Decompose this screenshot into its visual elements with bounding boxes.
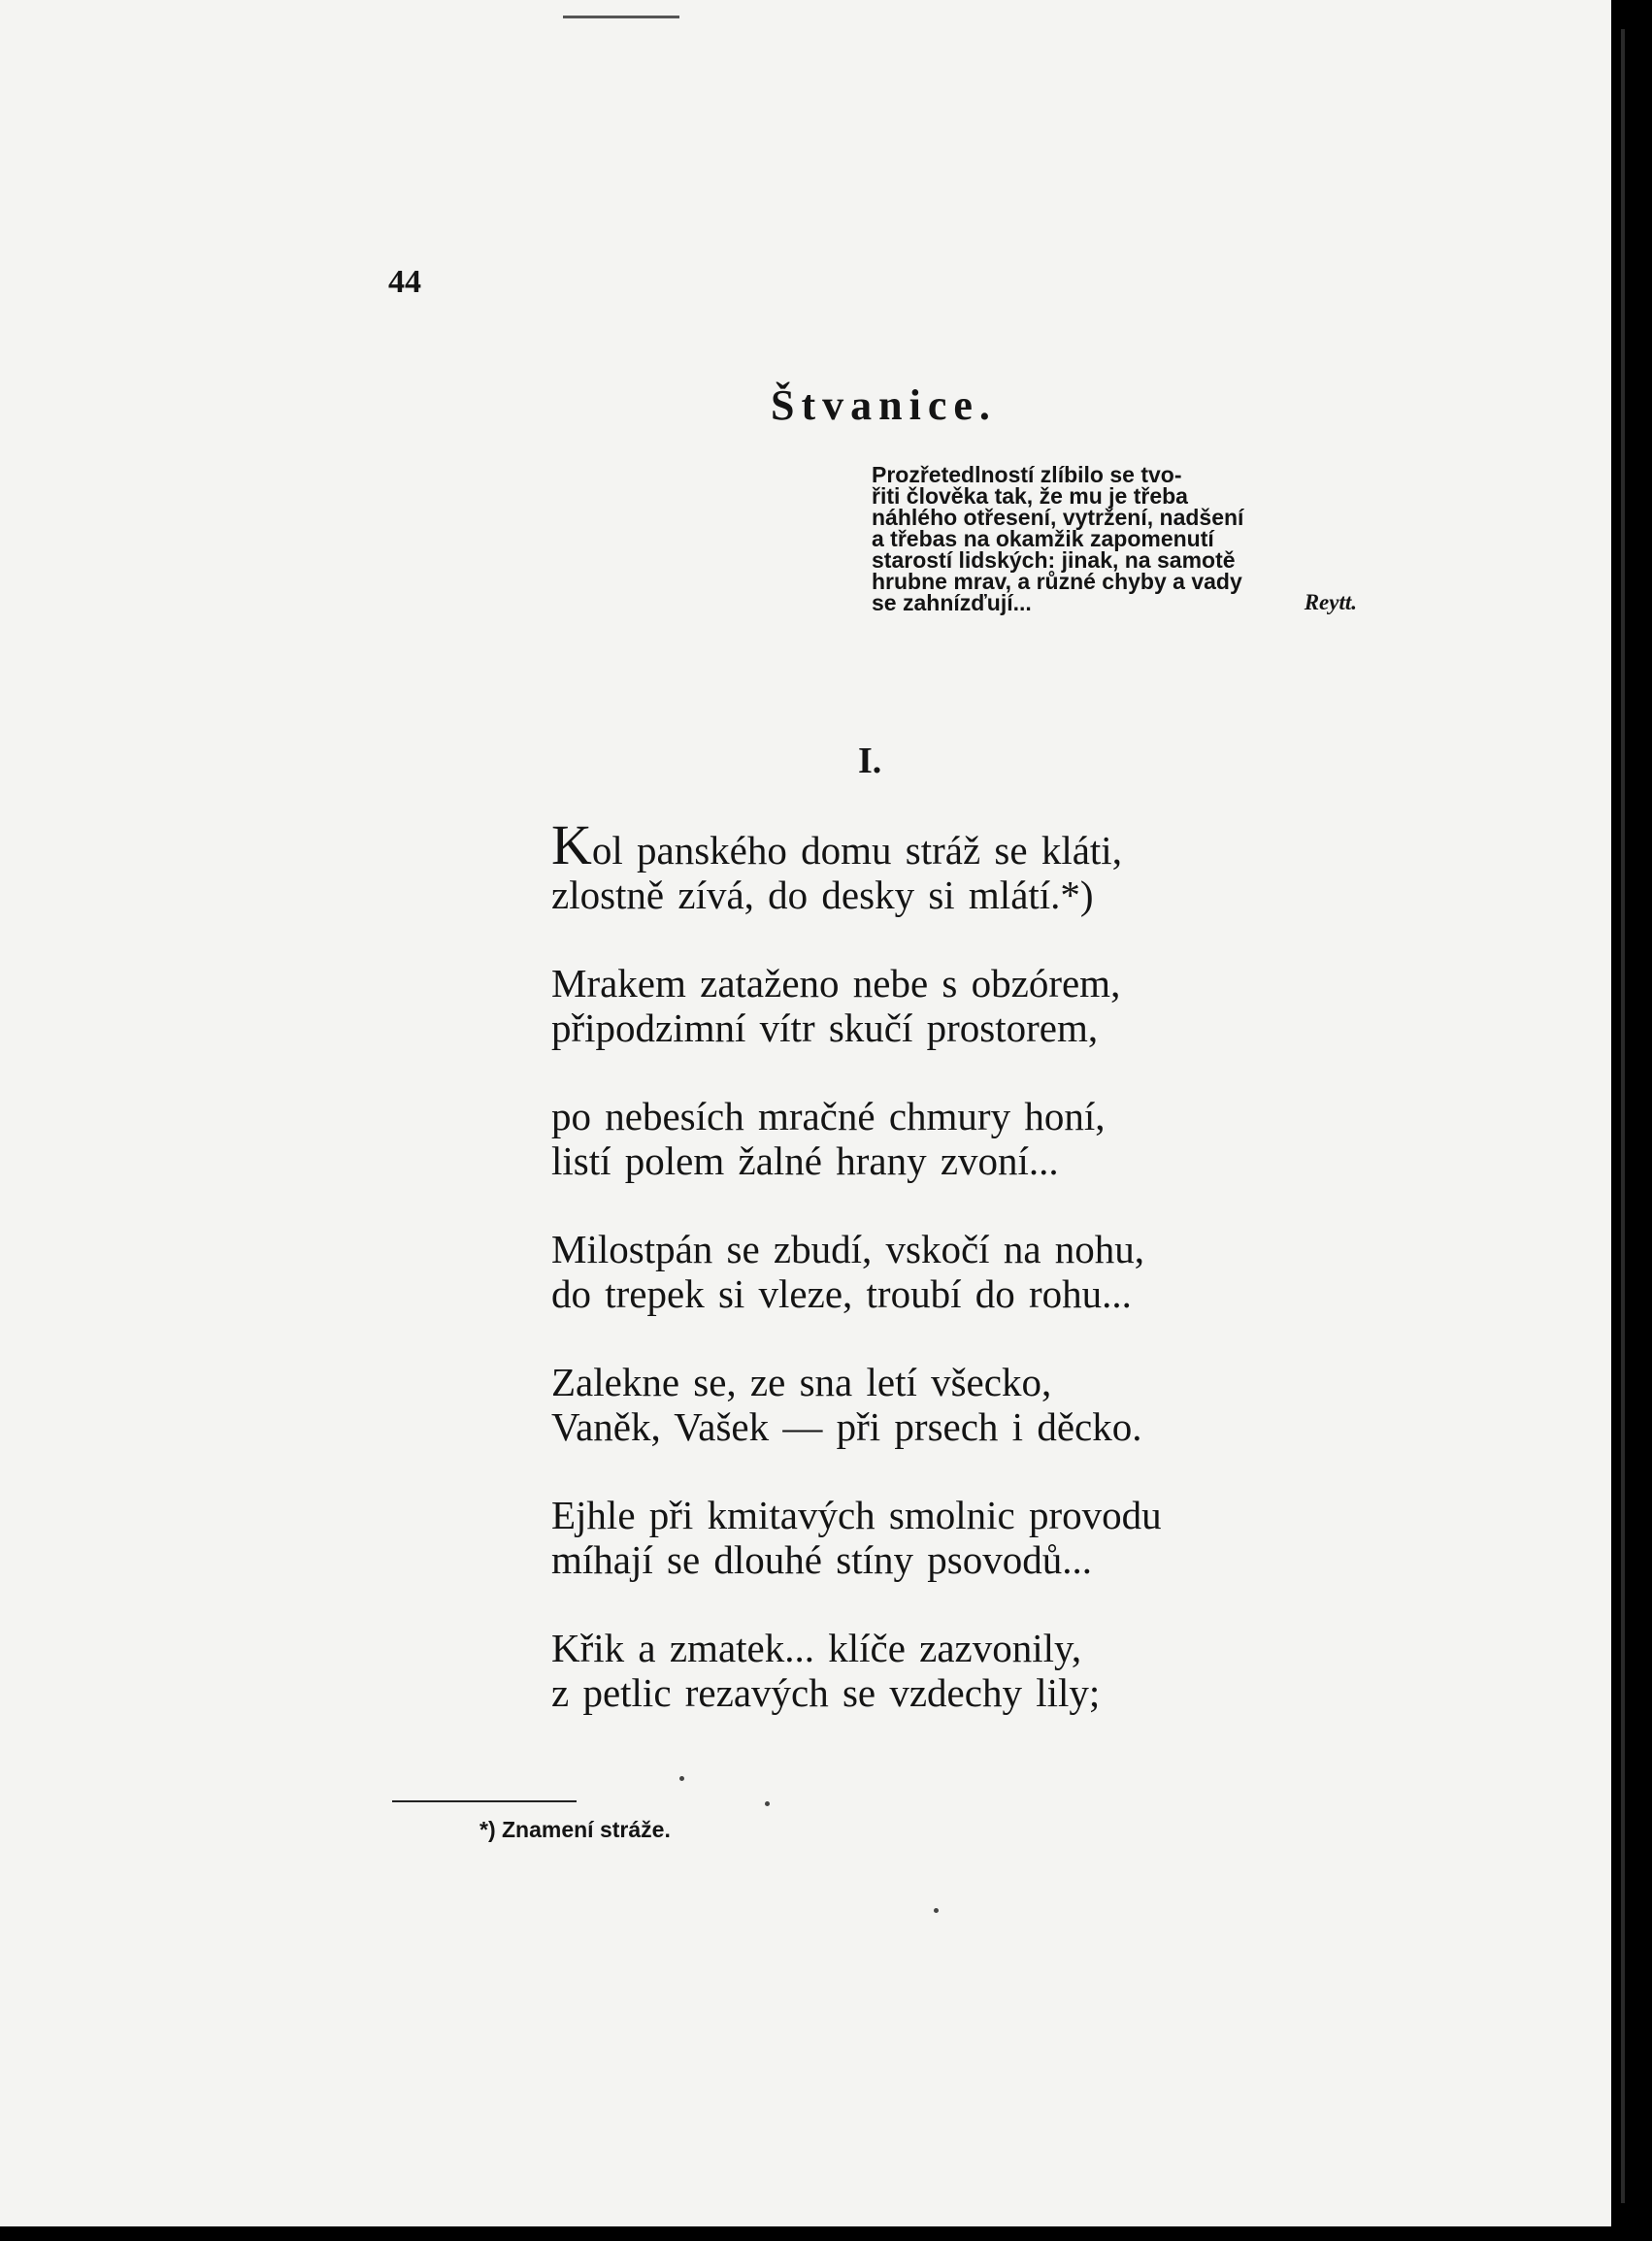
verse-line: z petlic rezavých se vzdechy lily; [551,1670,1101,1715]
stanza [551,1227,1289,1316]
verse-line [551,813,1289,876]
verse-rest: ol panského domu stráž se kláti, [591,828,1122,873]
stanza [551,1493,1289,1582]
verse-line: listí polem žalné hrany zvoní... [551,1138,1059,1183]
verse-line: Milostpán se zbudí, vskočí na nohu, [551,1227,1145,1271]
epigraph-line: starostí lidských: jinak, na samotě [872,547,1236,573]
print-speck [679,1776,684,1781]
section-number: I. [858,741,882,781]
epigraph-line: náhlého otřesení, vytržení, nadšení [872,505,1244,530]
epigraph-line: a třebas na okamžik zapomenutí [872,526,1214,551]
epigraph-author: Reytt. [1304,590,1357,614]
verse-line: Mrakem zataženo nebe s obzórem, [551,961,1121,1005]
poem-title: Štvanice. [771,381,997,429]
verse-line: zlostně zívá, do desky si mlátí.*) [551,873,1094,917]
stanza [551,961,1289,1050]
epigraph-line: řiti člověka tak, že mu je třeba [872,483,1188,509]
verse-line: Vaněk, Vašek — při prsech i děcko. [551,1404,1142,1449]
print-speck [765,1801,770,1806]
footnote-rule [392,1800,577,1802]
epigraph-line: hrubne mrav, a různé chyby a vady [872,569,1242,594]
verse-line: Křik a zmatek... klíče zazvonily, [551,1626,1082,1670]
epigraph [872,464,1357,613]
verse-line: připodzimní vítr skučí prostorem, [551,1005,1099,1050]
page-number: 44 [388,264,421,300]
poem-body [551,813,1289,1759]
verse-line: míhají se dlouhé stíny psovodů... [551,1537,1092,1582]
footnote: *) Znamení stráže. [479,1817,671,1842]
verse-line: do trepek si vleze, troubí do rohu... [551,1271,1132,1316]
print-speck [934,1908,939,1913]
stanza [551,1360,1289,1449]
epigraph-last-line [872,592,1357,613]
top-edge-mark [563,16,679,18]
stanza [551,1094,1289,1183]
stanza [551,1626,1289,1715]
epigraph-line: Prozřetedlností zlíbilo se tvo- [872,462,1182,487]
verse-line: Ejhle při kmitavých smolnic provodu [551,1493,1162,1537]
page-edge [1621,29,1625,2203]
verse-line: po nebesích mračné chmury honí, [551,1094,1106,1138]
verse-line: Zalekne se, ze sna letí všecko, [551,1360,1052,1404]
initial-letter: K [551,813,592,876]
stanza [551,813,1289,917]
epigraph-line: se zahnízďují... [872,590,1032,615]
